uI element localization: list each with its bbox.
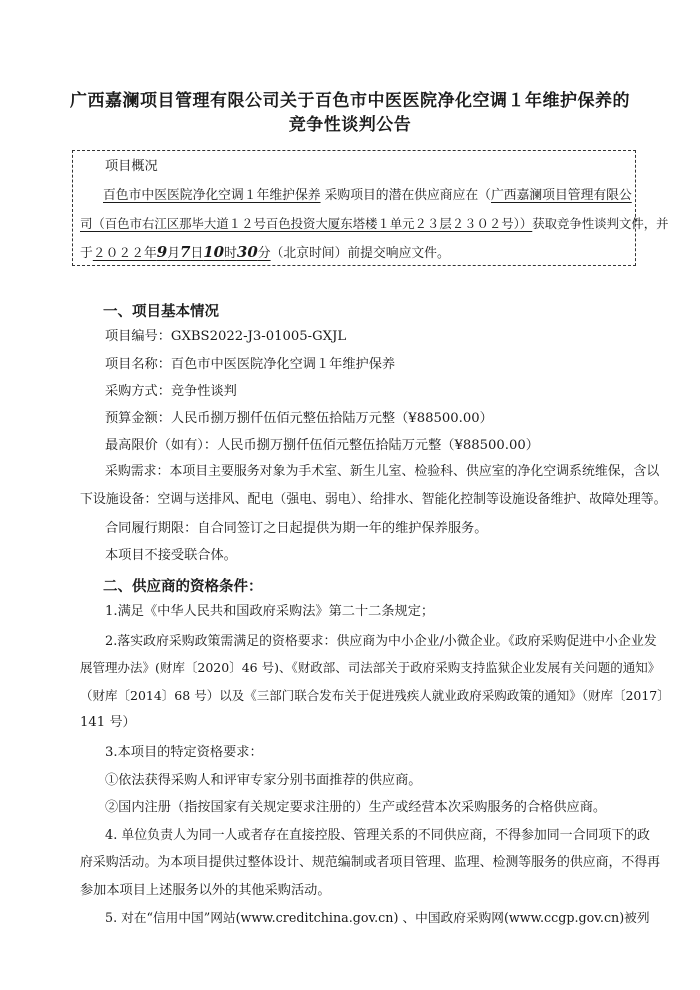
qualification-item-1: 1.满足《中华人民共和国政府采购法》第二十二条规定； [105, 604, 435, 619]
page-title-line-1: 广西嘉澜项目管理有限公司关于百色市中医医院净化空调１年维护保养的 [70, 91, 630, 111]
project-number: 项目编号：GXBS2022-J3-01005-GXJL [105, 329, 347, 344]
qualification-item-4-line-1: 4. 单位负责人为同一人或者存在直接控股、管理关系的不同供应商，不得参加同一合同项下的政 [105, 828, 650, 843]
qualification-item-3b: ②国内注册（指按国家有关规定要求注册的）生产或经营本次采购服务的合格供应商。 [105, 800, 607, 815]
procurement-method: 采购方式：竞争性谈判 [105, 384, 237, 399]
qualification-item-4-line-2: 府采购活动。为本项目提供过整体设计、规范编制或者项目管理、监理、检测等服务的供应商，不得再 [80, 855, 661, 870]
overview-agency-name: 广西嘉澜项目管理有限公 [490, 188, 632, 203]
qualification-item-2-line-3: （财库〔2014〕68 号）以及《三部门联合发布关于促进残疾人就业政府采购政策的通知》（财库〔2017〕 [80, 688, 670, 703]
max-price: 最高限价（如有）：人民币捌万捌仟伍佰元整伍拾陆万元整（¥88500.00） [105, 438, 539, 453]
budget-amount: 预算金额：人民币捌万捌仟伍佰元整伍拾陆万元整（¥88500.00） [105, 411, 493, 426]
deadline-minute: 30 [236, 243, 258, 261]
qualification-item-5-line-1: 5. 对在“信用中国”网站(www.creditchina.gov.cn) 、中国政府采购网(www.ccgp.gov.cn)被列 [105, 910, 650, 925]
overview-line-3 [80, 245, 450, 261]
overview-heading: 项目概况 [105, 159, 158, 174]
overview-line-2-text: 获取竞争性谈判文件，并 [532, 216, 669, 231]
deadline-month-label: 月 [167, 246, 181, 261]
deadline-day: 7 [180, 243, 191, 261]
overview-line-1-text: 采购项目的潜在供应商应在（ [320, 188, 491, 203]
page-title-line-2: 竞争性谈判公告 [288, 115, 412, 135]
deadline-hour-label: 时 [224, 246, 237, 261]
deadline-year: ２０２２年 [92, 246, 157, 261]
deadline-month: 9 [156, 243, 168, 261]
consortium-note: 本项目不接受联合体。 [105, 548, 237, 563]
qualification-item-3: 3.本项目的特定资格要求： [105, 745, 263, 760]
qualification-item-2-line-2: 展管理办法》(财库〔2020〕46 号)、《财政部、司法部关于政府采购支持监狱企业发展有关问题的通知》 [80, 660, 661, 675]
demand-line-2: 下设施设备：空调与送排风、配电（强电、弱电）、给排水、智能化控制等设施设备维护、故障处理等。 [80, 492, 667, 507]
overview-line-1 [103, 190, 632, 203]
qualification-item-2-line-4: 141 号） [80, 715, 136, 730]
overview-agency-address: 司（百色市右江区那毕大道１２号百色投资大厦东塔楼１单元２３层２３０２号）） [80, 216, 533, 231]
overview-deadline-prefix: 于 [80, 246, 93, 261]
qualification-item-3a: ①依法获得采购人和评审专家分别书面推荐的供应商。 [105, 773, 422, 788]
section-1-heading: 一、项目基本情况 [103, 304, 219, 320]
section-2-heading: 二、供应商的资格条件： [103, 579, 263, 595]
contract-period: 合同履行期限：自合同签订之日起提供为期一年的维护保养服务。 [105, 521, 488, 536]
qualification-item-2-line-1: 2.落实政府采购政策需满足的资格要求：供应商为中小企业/小微企业。《政府采购促进中小企业发 [105, 634, 657, 649]
project-name: 项目名称：百色市中医医院净化空调１年维护保养 [105, 357, 396, 372]
overview-line-2 [80, 218, 669, 230]
deadline-minute-label: 分 [257, 246, 271, 261]
overview-project-name: 百色市中医医院净化空调１年维护保养 [103, 188, 321, 203]
overview-deadline-suffix: （北京时间）前提交响应文件。 [270, 246, 450, 261]
qualification-item-4-line-3: 参加本项目上述服务以外的其他采购活动。 [80, 883, 331, 898]
demand-line-1: 采购需求：本项目主要服务对象为手术室、新生儿室、检验科、供应室的净化空调系统维保，含以 [105, 464, 660, 479]
deadline-day-label: 日 [190, 246, 204, 261]
deadline-hour: 10 [203, 243, 225, 261]
